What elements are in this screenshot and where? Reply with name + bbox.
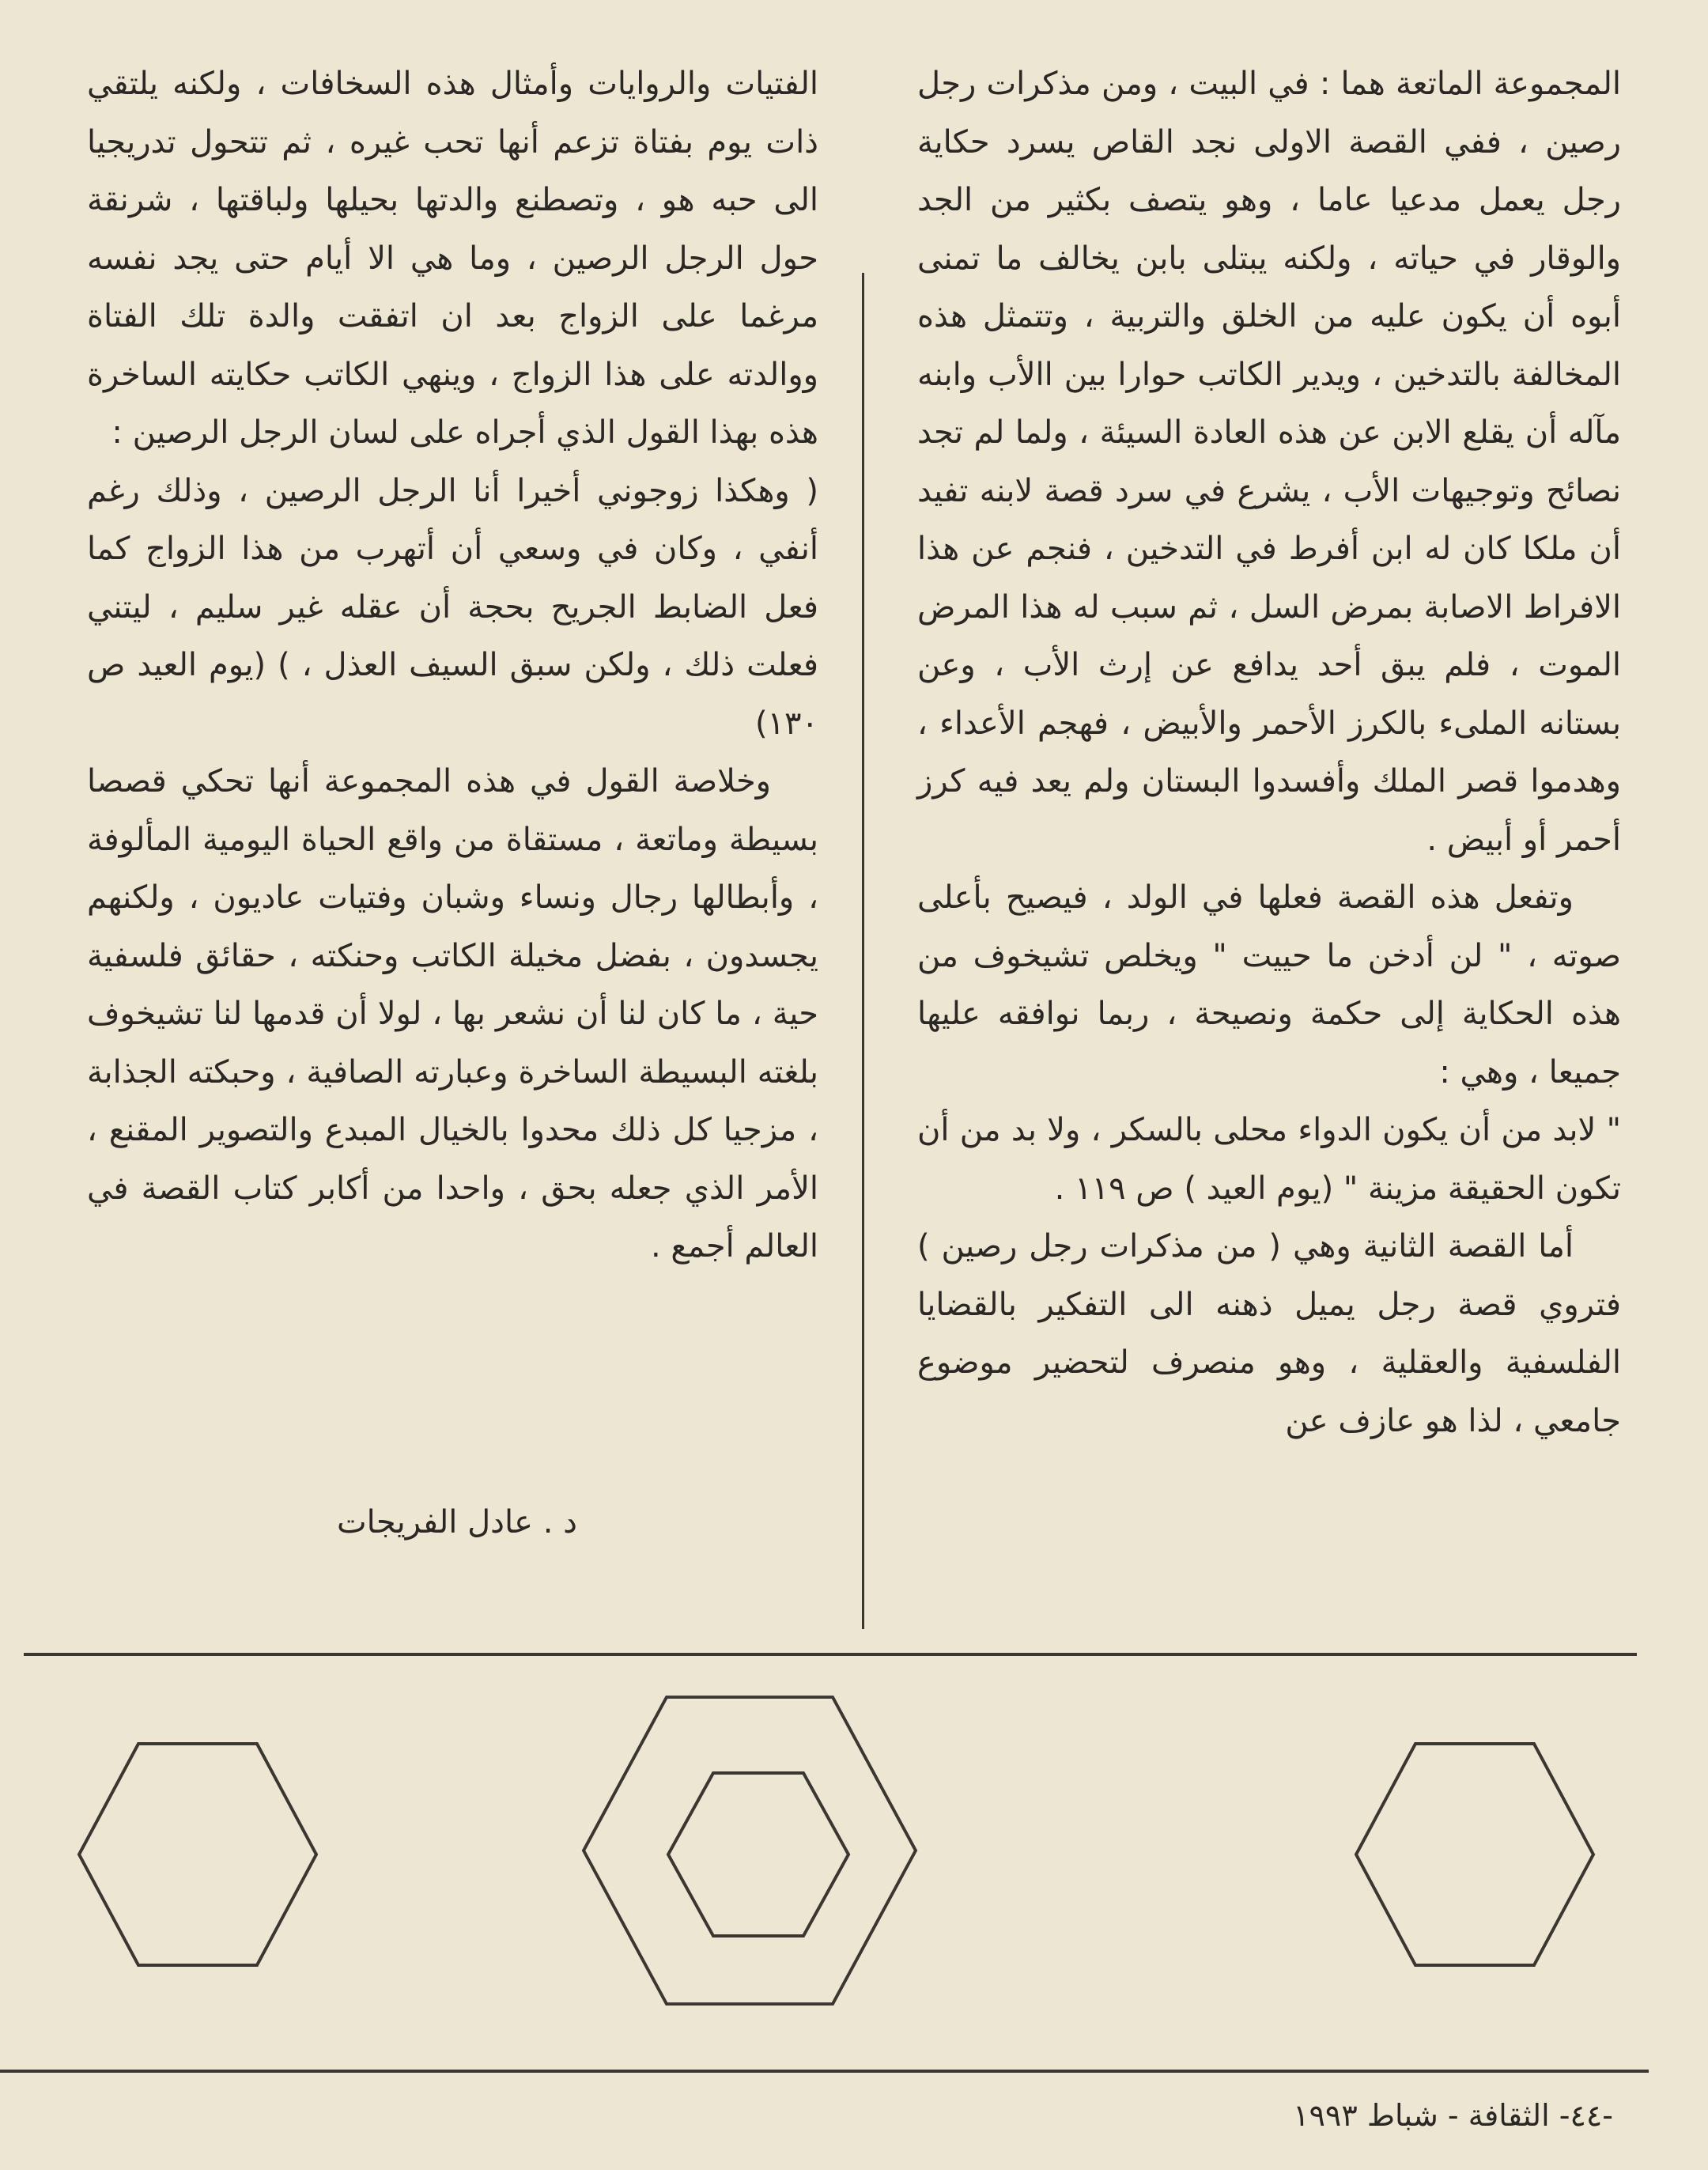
paragraph: المجموعة الماتعة هما : في البيت ، ومن مذكرات رجل رصين ، ففي القصة الاولى نجد القاص يسرد حكاية رجل يعمل مدعيا عاما ، وهو يتصف بكثير من الجد والوقار في حياته ، ولكنه يبتلى بابن يخالف ما تمنى أبوه أن يكون عليه من الخلق والتربية ، وتتمثل هذه المخالفة بالتدخين ، ويدير الكاتب حوارا بين االأب وابنه مآله أن يقلع الابن عن هذه العادة السيئة ، ولما لم تجد نصائح وتوجيهات الأب ، يشرع في سرد قصة لابنه تفيد أن ملكا كان له ابن أفرط في التدخين ، فنجم عن هذا الافراط الاصابة بمرض السل ، ثم سبب له هذا المرض الموت ، فلم يبق أحد يدافع عن إرث الأب ، وعن بستانه الملىء بالكرز الأحمر والأبيض ، فهجم الأعداء ، وهدموا قصر الملك وأفسدوا البستان ولم يعد فيه كرز أحمر أو أبيض . <box>917 66 1621 858</box>
paragraph: وتفعل هذه القصة فعلها في الولد ، فيصيح بأعلى صوته ، " لن أدخن ما حييت " ويخلص تشيخوف من هذه الحكاية إلى حكمة ونصيحة ، ربما نوافقه عليها جميعا ، وهي : <box>917 879 1621 1091</box>
horizontal-rule <box>0 2070 1649 2073</box>
paragraph: وخلاصة القول في هذه المجموعة أنها تحكي قصصا بسيطة وماتعة ، مستقاة من واقع الحياة اليومية المألوفة ، وأبطالها رجال ونساء وشبان وفتيات عاديون ، ولكنهم يجسدون ، بفضل مخيلة الكاتب وحنكته ، حقائق فلسفية حية ، ما كان لنا أن نشعر بها ، لولا أن قدمها لنا تشيخوف بلغته البسيطة الساخرة وعبارته الصافية ، وحبكته الجذابة ، مزجيا كل ذلك محدوا بالخيال المبدع والتصوير المقنع ، الأمر الذي جعله بحق ، واحدا من أكابر كتاب القصة في العالم أجمع . <box>87 763 818 1265</box>
hexagon-icon-center-outer <box>584 1697 916 2004</box>
hexagon-icon-right <box>1356 1744 1593 1965</box>
author-signature: د . عادل الفريجات <box>336 1504 577 1541</box>
page-footer: -٤٤- الثقافة - شباط ١٩٩٣ <box>1293 2098 1613 2133</box>
hexagon-ornaments <box>0 1677 1708 2009</box>
right-column <box>917 55 1621 1450</box>
paragraph: أما القصة الثانية وهي ( من مذكرات رجل رصين ) فتروي قصة رجل يميل ذهنه الى التفكير بالقضايا الفلسفية والعقلية ، وهو منصرف لتحضير موضوع جامعي ، لذا هو عازف عن <box>917 1228 1621 1439</box>
horizontal-rule <box>24 1653 1637 1656</box>
paragraph: الفتيات والروايات وأمثال هذه السخافات ، ولكنه يلتقي ذات يوم بفتاة تزعم أنها تحب غيره ، ثم تتحول تدريجيا الى حبه هو ، وتصطنع والدتها بحيلها ولباقتها ، شرنقة حول الرجل الرصين ، وما هي الا أيام حتى يجد نفسه مرغما على الزواج بعد ان اتفقت والدة تلك الفتاة ووالدته على هذا الزواج ، وينهي الكاتب حكايته الساخرة هذه بهذا القول الذي أجراه على لسان الرجل الرصين : <box>87 66 818 451</box>
quote-paragraph: " لابد من أن يكون الدواء محلى بالسكر ، ولا بد من أن تكون الحقيقة مزينة " (يوم العيد ) ص ١١٩ . <box>917 1112 1621 1207</box>
column-divider <box>862 273 864 1629</box>
left-column <box>87 55 818 1276</box>
quote-paragraph: ( وهكذا زوجوني أخيرا أنا الرجل الرصين ، وذلك رغم أنفي ، وكان في وسعي أن أتهرب من هذا الزواج كما فعل الضابط الجريح بحجة أن عقله غير سليم ، ليتني فعلت ذلك ، ولكن سبق السيف العذل ، ) (يوم العيد ص ١٣٠) <box>87 472 818 742</box>
hexagon-icon-left <box>79 1744 316 1965</box>
hexagon-icon-center-inner <box>668 1773 848 1936</box>
